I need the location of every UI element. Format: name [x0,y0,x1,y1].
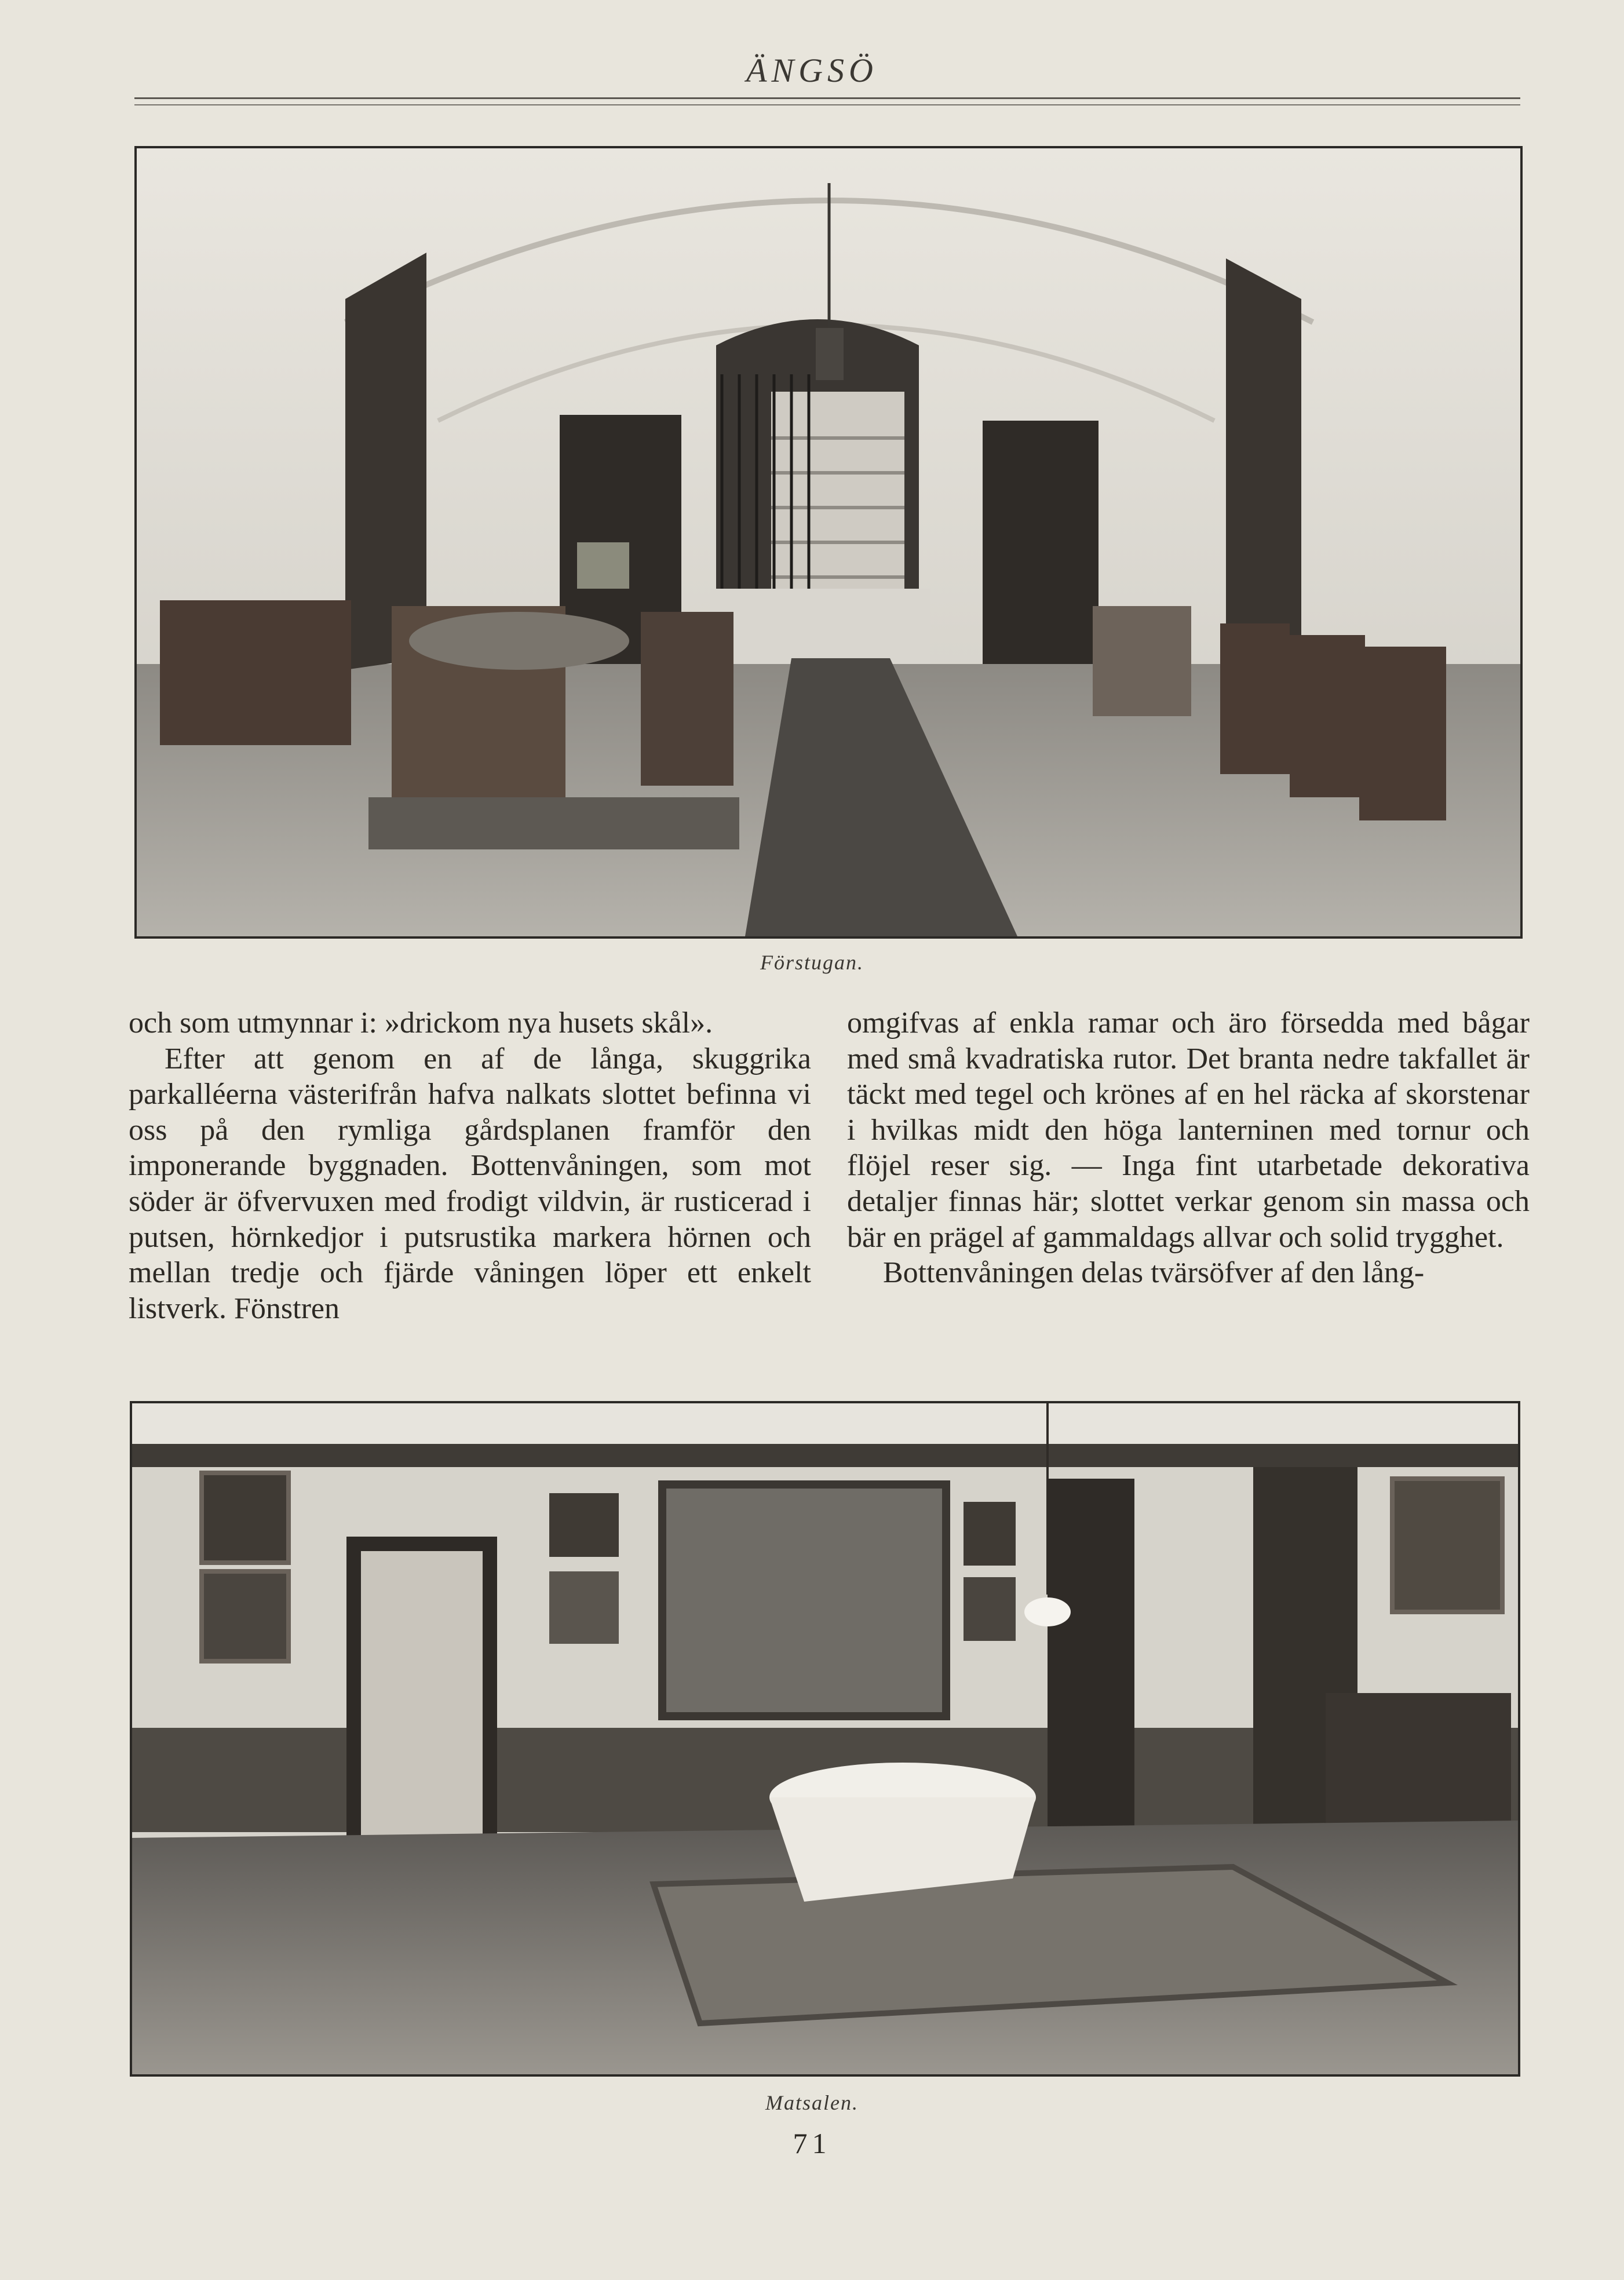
running-header: ÄNGSÖ [746,52,878,89]
dining-hall-illustration [132,1403,1518,2074]
photo-matsalen [130,1401,1520,2077]
photo-forstugan [134,146,1523,939]
text-column-right [847,1005,1530,1291]
hall-illustration [137,148,1520,936]
page-number: 71 [793,2127,831,2159]
header-rule-thin [134,104,1520,105]
paragraph: Efter att genom en af de långa, skuggrika parkalléerna västerifrån hafva nalkats slottet befinna vi oss på den rymliga gårdsplanen framför den imponerande byggnaden. Bottenvåningen, som mot söder är öfvervuxen med frodigt vildvin, är rusticerad i putsen, hörnkedjor i putsrustika markera hörnen och mellan tredje och fjärde våningen löper ett enkelt listverk. Fönstren [129,1042,811,1325]
text-column-left [129,1005,811,1326]
paragraph: omgifvas af enkla ramar och äro försedda med bågar med små kvadratiska rutor. Det branta nedre takfallet är täckt med tegel och krönes af en hel räcka af skorstenar i hvilkas midt den höga lanterninen med tornur och flöjel reser sig. — Inga fint utarbetade dekorativa detaljer finnas här; slottet verkar genom sin massa och bär en prägel af gammaldags allvar och solid trygghet. [847,1006,1530,1254]
figure-caption-matsalen: Matsalen. [765,2091,859,2114]
header-rule [134,97,1520,99]
figure-caption-forstugan: Förstugan. [760,951,864,974]
paragraph: och som utmynnar i: »drickom nya husets skål». [129,1006,713,1039]
paragraph: Bottenvåningen delas tvärsöfver af den lång- [883,1256,1425,1290]
